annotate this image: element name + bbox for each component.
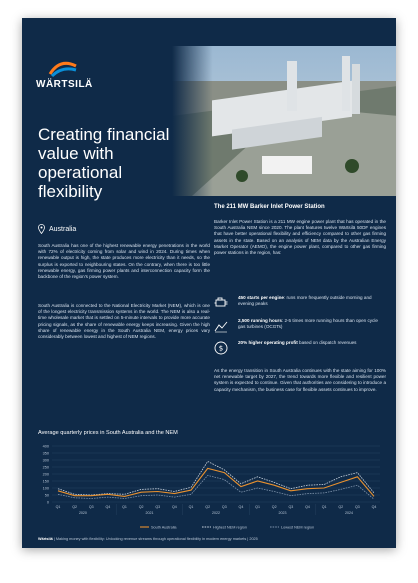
x-tick-label: Q3 (155, 505, 161, 509)
year-label: 2023 (278, 511, 287, 515)
x-tick-label: Q2 (338, 505, 344, 509)
x-tick-label: Q1 (188, 505, 194, 509)
engine-icon (214, 296, 228, 310)
x-tick-label: Q4 (172, 505, 177, 509)
dollar-icon (214, 341, 228, 355)
year-label: 2022 (212, 511, 220, 515)
x-tick-label: Q1 (55, 505, 61, 509)
year-label: 2020 (78, 511, 87, 515)
location-label: Australia (49, 225, 77, 233)
x-tick-label: Q2 (205, 505, 211, 509)
y-tick-label: 150 (42, 479, 49, 484)
section-heading: The 211 MW Barker Inlet Power Station (214, 204, 325, 210)
x-tick-label: Q2 (72, 505, 78, 509)
fact-detail: : 2-5 times more running hours than open cycle gas turbines (OCGTs) (238, 318, 378, 330)
footer-text: | Making money with flexibility: Unlocking revenue streams through operational flexibility in modern energy markets | 2025 (52, 537, 258, 541)
chart-line-icon (214, 319, 228, 333)
x-tick-label: Q4 (305, 505, 310, 509)
legend-label: Lowest NEM region (281, 525, 315, 530)
page-title: Creating financial value with operational flexibility (38, 125, 170, 201)
fact-bold: 2,500 running hours (238, 318, 282, 323)
x-tick-label: Q1 (122, 505, 127, 509)
energy-transition-paragraph: As the energy transition in South Australia continues with the state aiming for 100% net renewable target by 2027, the trend towards more flexible and resilient power system is expected to continue. Given that authorities are considering to introduce a capacity mechanism, the business case for flexible assets continues to improve. (214, 368, 386, 392)
fact-starts (214, 295, 386, 319)
y-tick-label: 350 (42, 451, 49, 456)
legend-label: Highest NEM region (213, 525, 247, 530)
series-line-highest-nem-region (58, 461, 374, 495)
power-station-photo (172, 46, 396, 196)
y-tick-label: 400 (42, 444, 49, 449)
y-tick-label: 100 (42, 486, 49, 491)
nem-paragraph: South Australia is connected to the National Electricity Market (NEM), which is one of the longest electricity transmission systems in the world. The NEM is also a real-time wholesale market that is settled on 5-minute intervals to provide more accurate pricing signals, as the share of renewable energy keeps increasing. Given the high share of renewable energy in the South Australia NEM, energy prices vary considerably between lowest and highest of NEM regions. (38, 303, 210, 340)
document-page (22, 18, 396, 548)
y-tick-label: 300 (42, 458, 49, 463)
svg-text:$: $ (218, 344, 224, 353)
footer (38, 537, 382, 541)
fact-detail: : runs more frequently outside morning and evening peaks (238, 295, 372, 307)
x-tick-label: Q2 (138, 505, 144, 509)
x-tick-label: Q3 (88, 505, 94, 509)
x-tick-label: Q3 (221, 505, 227, 509)
year-label: 2021 (145, 511, 154, 515)
y-tick-label: 200 (42, 472, 49, 477)
x-tick-label: Q4 (371, 505, 377, 509)
x-tick-label: Q4 (238, 505, 244, 509)
fact-running-hours (214, 318, 386, 342)
fact-operating-profit (214, 340, 386, 364)
x-tick-label: Q3 (288, 505, 294, 509)
x-tick-label: Q3 (354, 505, 360, 509)
legend-label: South Australia (151, 525, 177, 530)
x-tick-label: Q1 (321, 505, 327, 509)
logo-text: WÄRTSILÄ (36, 79, 93, 90)
wartsila-logo-icon (46, 60, 80, 78)
y-tick-label: 250 (42, 465, 49, 470)
y-tick-label: 50 (44, 493, 49, 498)
fact-detail: based on dispatch revenues (297, 340, 357, 345)
location-pin-icon (38, 224, 45, 234)
wartsila-logo (36, 60, 106, 96)
fact-text (238, 340, 386, 346)
y-tick-label: 0 (46, 500, 49, 505)
chart-title: Average quarterly prices in South Australia and the NEM (38, 430, 178, 436)
intro-paragraph: South Australia has one of the highest renewable energy penetrations in the world with 72% of electricity coming from solar and wind in 2024. During times when renewable output is high, the state produces more electricity than it needs, so the surplus is exported to neighbouring states. On the contrary, when there is too little renewable energy, gas firming power plants and interconnection capacity form the backbone of the region's power system. (38, 243, 210, 280)
footer-brand: Wärtsilä (38, 537, 53, 541)
x-tick-label: Q2 (271, 505, 277, 509)
fact-bold: 450 starts per engine (238, 295, 284, 300)
x-tick-label: Q1 (255, 505, 260, 509)
year-label: 2024 (345, 511, 354, 515)
price-chart (36, 438, 388, 533)
location-tag (38, 223, 76, 235)
fact-bold: 20% higher operating profit (238, 340, 298, 345)
fact-text (238, 295, 386, 307)
x-tick-label: Q4 (105, 505, 111, 509)
barker-inlet-paragraph: Barker Inlet Power Station is a 211 MW engine power plant that has operated in the South Australia NEM since 2020. The plant features twelve Wärtsilä 50DF engines that have better operational flexibility and efficiency compared to other gas firming assets in the state. Based on an analysis of NEM data by the Australian Energy Market Operator (AEMO), the engine power plant, compared to other gas firming power stations in the region, has: (214, 219, 386, 256)
fact-text (238, 318, 386, 330)
